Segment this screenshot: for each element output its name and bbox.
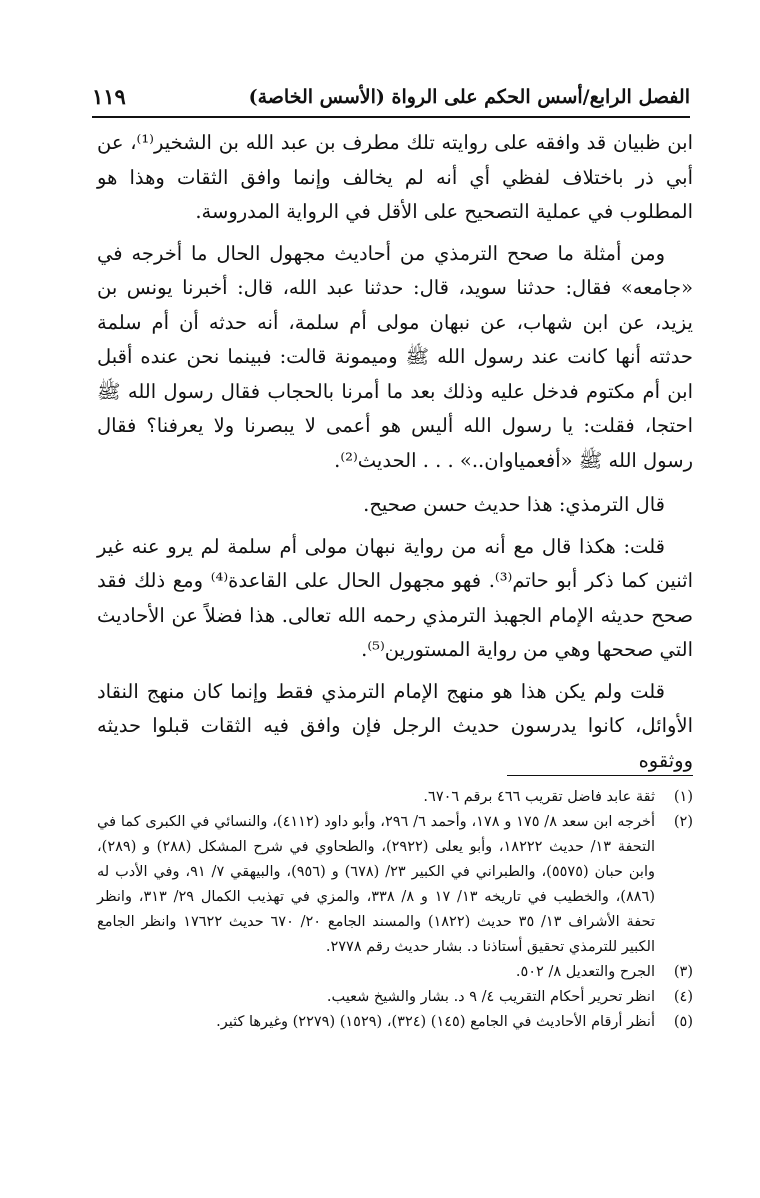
footnote — [97, 810, 693, 960]
footnote-text: ثقة عابد فاضل تقريب ٤٦٦ برقم ٦٧٠٦. — [423, 789, 655, 805]
chapter-title: الفصل الرابع/أسس الحكم على الرواة (الأسس الخاصة) — [248, 86, 690, 108]
footnotes — [97, 785, 693, 1035]
footnote-text: الجرح والتعديل ٨/ ٥٠٢. — [515, 964, 655, 980]
paragraph: قلت ولم يكن هذا هو منهج الإمام الترمذي فقط وإنما كان منهج النقاد الأوائل، كانوا يدرسون حديث الرجل فإن وافق فيه الثقات قبلوا حديثه ووثقوه — [97, 679, 693, 772]
footnote-separator — [507, 775, 693, 776]
footnote — [97, 960, 693, 985]
main-text — [97, 126, 693, 785]
footnote — [97, 785, 693, 810]
footnote — [97, 985, 693, 1010]
footnote-text: انظر تحرير أحكام التقريب ٤/ ٩ د. بشار والشيخ شعيب. — [326, 989, 655, 1005]
footnote-text: أخرجه ابن سعد ٨/ ١٧٥ و ١٧٨، وأحمد ٦/ ٢٩٦، وأبو داود (٤١١٢)، والنسائي في الكبرى كما في التحفة ١٣/ حديث ١٨٢٢٢، وأبو يعلى (٢٩٢٢)، والطحاوي في شرح المشكل (٢٨٨) و (٢٨٩)، وابن حبان (٥٥٧٥)، والطبراني في الكبير ٢٣/ (٦٧٨) و (٩٥٦)، والبيهقي ٧/ ٩١، وفي الأدب له (٨٨٦)، والخطيب في تاريخه ١٣/ ١٧ و ٨/ ٣٣٨، والمزي في تهذيب الكمال ٢٩/ ٣١٣، وانظر تحفة الأشراف ١٣/ ٣٥ حديث (١٨٢٢) والمسند الجامع ٢٠/ ٦٧٠ حديث ١٧٦٢٢ وانظر الجامع الكبير للترمذي تحقيق أستاذنا د. بشار حديث رقم ٢٧٧٨. — [97, 814, 655, 955]
paragraph: ومن أمثلة ما صحح الترمذي من أحاديث مجهول الحال ما أخرجه في «جامعه» فقال: حدثنا سويد، قال: حدثنا عبد الله، قال: أخبرنا يونس بن يزيد، عن ابن شهاب، عن نبهان مولى أم سلمة، أنه حدثه أن أم سلمة حدثته أنها كانت عند رسول الله ﷺ وميمونة قالت: فبينما نحن عنده أقبل ابن أم مكتوم فدخل عليه وذلك بعد ما أمرنا بالحجاب فقال رسول الله ﷺ احتجا، فقلت: يا رسول الله أليس هو أعمى لا يبصرنا ولا يعرفنا؟ فقال رسول الله ﷺ «أفعمياوان..» . . . الحديث⁽²⁾. — [97, 241, 693, 472]
page-number: ١١٩ — [92, 84, 126, 109]
footnote-number: (٢) — [673, 814, 693, 830]
footnote-number: (٤) — [673, 989, 693, 1005]
footnote — [97, 1010, 693, 1035]
footnote-number: (٥) — [673, 1014, 693, 1030]
footnote-number: (١) — [673, 789, 693, 805]
footnote-number: (٣) — [673, 964, 693, 980]
paragraph: قلت: هكذا قال مع أنه من رواية نبهان مولى أم سلمة لم يرو عنه غير اثنين كما ذكر أبو حاتم⁽³⁾. فهو مجهول الحال على القاعدة⁽⁴⁾ ومع ذلك فقد صحح حديثه الإمام الجهبذ الترمذي رحمه الله تعالى. هذا فضلاً عن الأحاديث التي صححها وهي من رواية المستورين⁽⁵⁾. — [97, 534, 693, 661]
running-header — [92, 82, 690, 118]
paragraph: ابن ظبيان قد وافقه على روايته تلك مطرف بن عبد الله بن الشخير⁽¹⁾، عن أبي ذر باختلاف لفظي أي أنه لم يخالف وإنما وافق الثقات وهذا هو المطلوب في عملية التصحيح على الأقل في الرواية المدروسة. — [97, 131, 693, 223]
footnote-text: أنظر أرقام الأحاديث في الجامع (١٤٥) (٣٢٤)، (١٥٢٩) (٢٢٧٩) وغيرها كثير. — [216, 1014, 655, 1030]
paragraph: قال الترمذي: هذا حديث حسن صحيح. — [363, 493, 665, 516]
